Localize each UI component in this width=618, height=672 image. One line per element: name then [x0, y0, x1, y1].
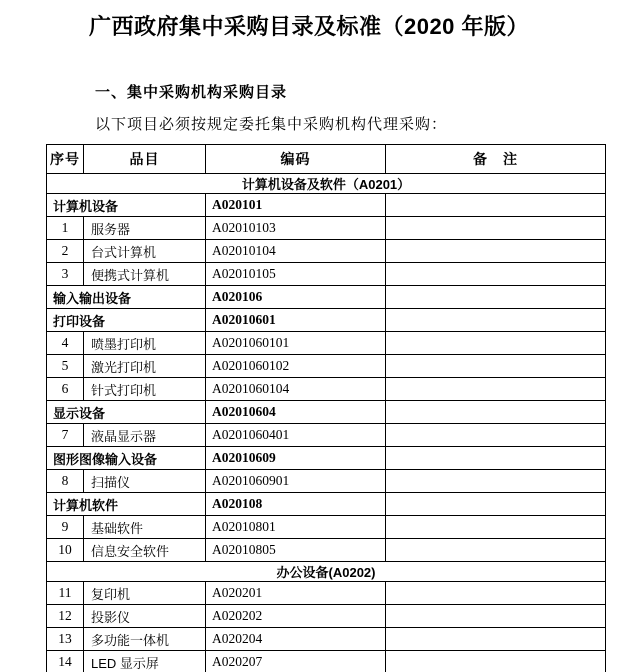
- item-row: [47, 628, 606, 651]
- category-code: A020108: [206, 493, 386, 516]
- item-code: A0201060101: [206, 332, 386, 355]
- item-row: [47, 470, 606, 493]
- remark-cell: [386, 263, 606, 286]
- remark-cell: [386, 628, 606, 651]
- item-row: [47, 378, 606, 401]
- remark-cell: [386, 332, 606, 355]
- item-code: A020202: [206, 605, 386, 628]
- remark-cell: [386, 582, 606, 605]
- item-number: 10: [47, 539, 84, 562]
- remark-cell: [386, 194, 606, 217]
- item-row: [47, 263, 606, 286]
- item-row: [47, 582, 606, 605]
- column-header-4: 备 注: [386, 145, 606, 174]
- category-name: 显示设备: [47, 401, 206, 424]
- page-title: 广西政府集中采购目录及标准（2020 年版）: [88, 14, 530, 39]
- item-name: 基础软件: [84, 516, 206, 539]
- item-row: [47, 424, 606, 447]
- remark-cell: [386, 240, 606, 263]
- item-number: 6: [47, 378, 84, 401]
- group-row: [47, 562, 606, 582]
- category-row: [47, 447, 606, 470]
- item-number: 1: [47, 217, 84, 240]
- group-label: 办公设备(A0202): [47, 562, 606, 582]
- item-row: [47, 516, 606, 539]
- item-name: 投影仪: [84, 605, 206, 628]
- column-header-3: 编码: [206, 145, 386, 174]
- item-number: 7: [47, 424, 84, 447]
- item-code: A02010104: [206, 240, 386, 263]
- category-row: [47, 194, 606, 217]
- table-header-row: [47, 145, 606, 174]
- item-code: A0201060102: [206, 355, 386, 378]
- catalog-table-body: [47, 174, 606, 672]
- remark-cell: [386, 401, 606, 424]
- category-name: 计算机软件: [47, 493, 206, 516]
- item-name: 激光打印机: [84, 355, 206, 378]
- item-code: A02010103: [206, 217, 386, 240]
- remark-cell: [386, 605, 606, 628]
- item-number: 2: [47, 240, 84, 263]
- category-code: A020101: [206, 194, 386, 217]
- category-code: A02010601: [206, 309, 386, 332]
- item-name: 服务器: [84, 217, 206, 240]
- item-row: [47, 355, 606, 378]
- item-code: A020204: [206, 628, 386, 651]
- group-row: [47, 174, 606, 194]
- item-number: 13: [47, 628, 84, 651]
- item-code: A02010105: [206, 263, 386, 286]
- category-code: A02010609: [206, 447, 386, 470]
- remark-cell: [386, 309, 606, 332]
- item-row: [47, 539, 606, 562]
- item-number: 3: [47, 263, 84, 286]
- section-heading: 一、集中采购机构采购目录: [95, 83, 288, 101]
- remark-cell: [386, 447, 606, 470]
- remark-cell: [386, 651, 606, 672]
- item-code: A02010805: [206, 539, 386, 562]
- group-label: 计算机设备及软件（A0201）: [47, 174, 606, 194]
- category-name: 图形图像输入设备: [47, 447, 206, 470]
- category-row: [47, 286, 606, 309]
- item-code: A0201060104: [206, 378, 386, 401]
- item-code: A020207: [206, 651, 386, 672]
- item-number: 11: [47, 582, 84, 605]
- item-row: [47, 605, 606, 628]
- remark-cell: [386, 217, 606, 240]
- item-name: 复印机: [84, 582, 206, 605]
- category-name: 计算机设备: [47, 194, 206, 217]
- remark-cell: [386, 493, 606, 516]
- column-header-1: 序号: [47, 145, 84, 174]
- category-code: A02010604: [206, 401, 386, 424]
- item-name: 多功能一体机: [84, 628, 206, 651]
- item-code: A0201060901: [206, 470, 386, 493]
- item-number: 8: [47, 470, 84, 493]
- item-number: 12: [47, 605, 84, 628]
- item-name: 台式计算机: [84, 240, 206, 263]
- item-name: 喷墨打印机: [84, 332, 206, 355]
- remark-cell: [386, 539, 606, 562]
- category-code: A020106: [206, 286, 386, 309]
- category-row: [47, 493, 606, 516]
- remark-cell: [386, 378, 606, 401]
- category-row: [47, 309, 606, 332]
- item-name: 便携式计算机: [84, 263, 206, 286]
- item-name: 针式打印机: [84, 378, 206, 401]
- item-number: 4: [47, 332, 84, 355]
- item-row: [47, 217, 606, 240]
- remark-cell: [386, 355, 606, 378]
- item-name: 信息安全软件: [84, 539, 206, 562]
- remark-cell: [386, 470, 606, 493]
- item-name: 扫描仪: [84, 470, 206, 493]
- category-row: [47, 401, 606, 424]
- category-name: 打印设备: [47, 309, 206, 332]
- remark-cell: [386, 286, 606, 309]
- remark-cell: [386, 424, 606, 447]
- item-row: [47, 240, 606, 263]
- item-code: A0201060401: [206, 424, 386, 447]
- item-number: 9: [47, 516, 84, 539]
- item-code: A02010801: [206, 516, 386, 539]
- item-row: [47, 332, 606, 355]
- item-name: 液晶显示器: [84, 424, 206, 447]
- item-row: [47, 651, 606, 672]
- item-code: A020201: [206, 582, 386, 605]
- column-header-2: 品目: [84, 145, 206, 174]
- category-name: 输入输出设备: [47, 286, 206, 309]
- remark-cell: [386, 516, 606, 539]
- catalog-table: [46, 144, 606, 672]
- item-number: 5: [47, 355, 84, 378]
- item-name: LED 显示屏: [84, 651, 206, 672]
- item-number: 14: [47, 651, 84, 672]
- intro-text: 以下项目必须按规定委托集中采购机构代理采购：: [95, 116, 448, 134]
